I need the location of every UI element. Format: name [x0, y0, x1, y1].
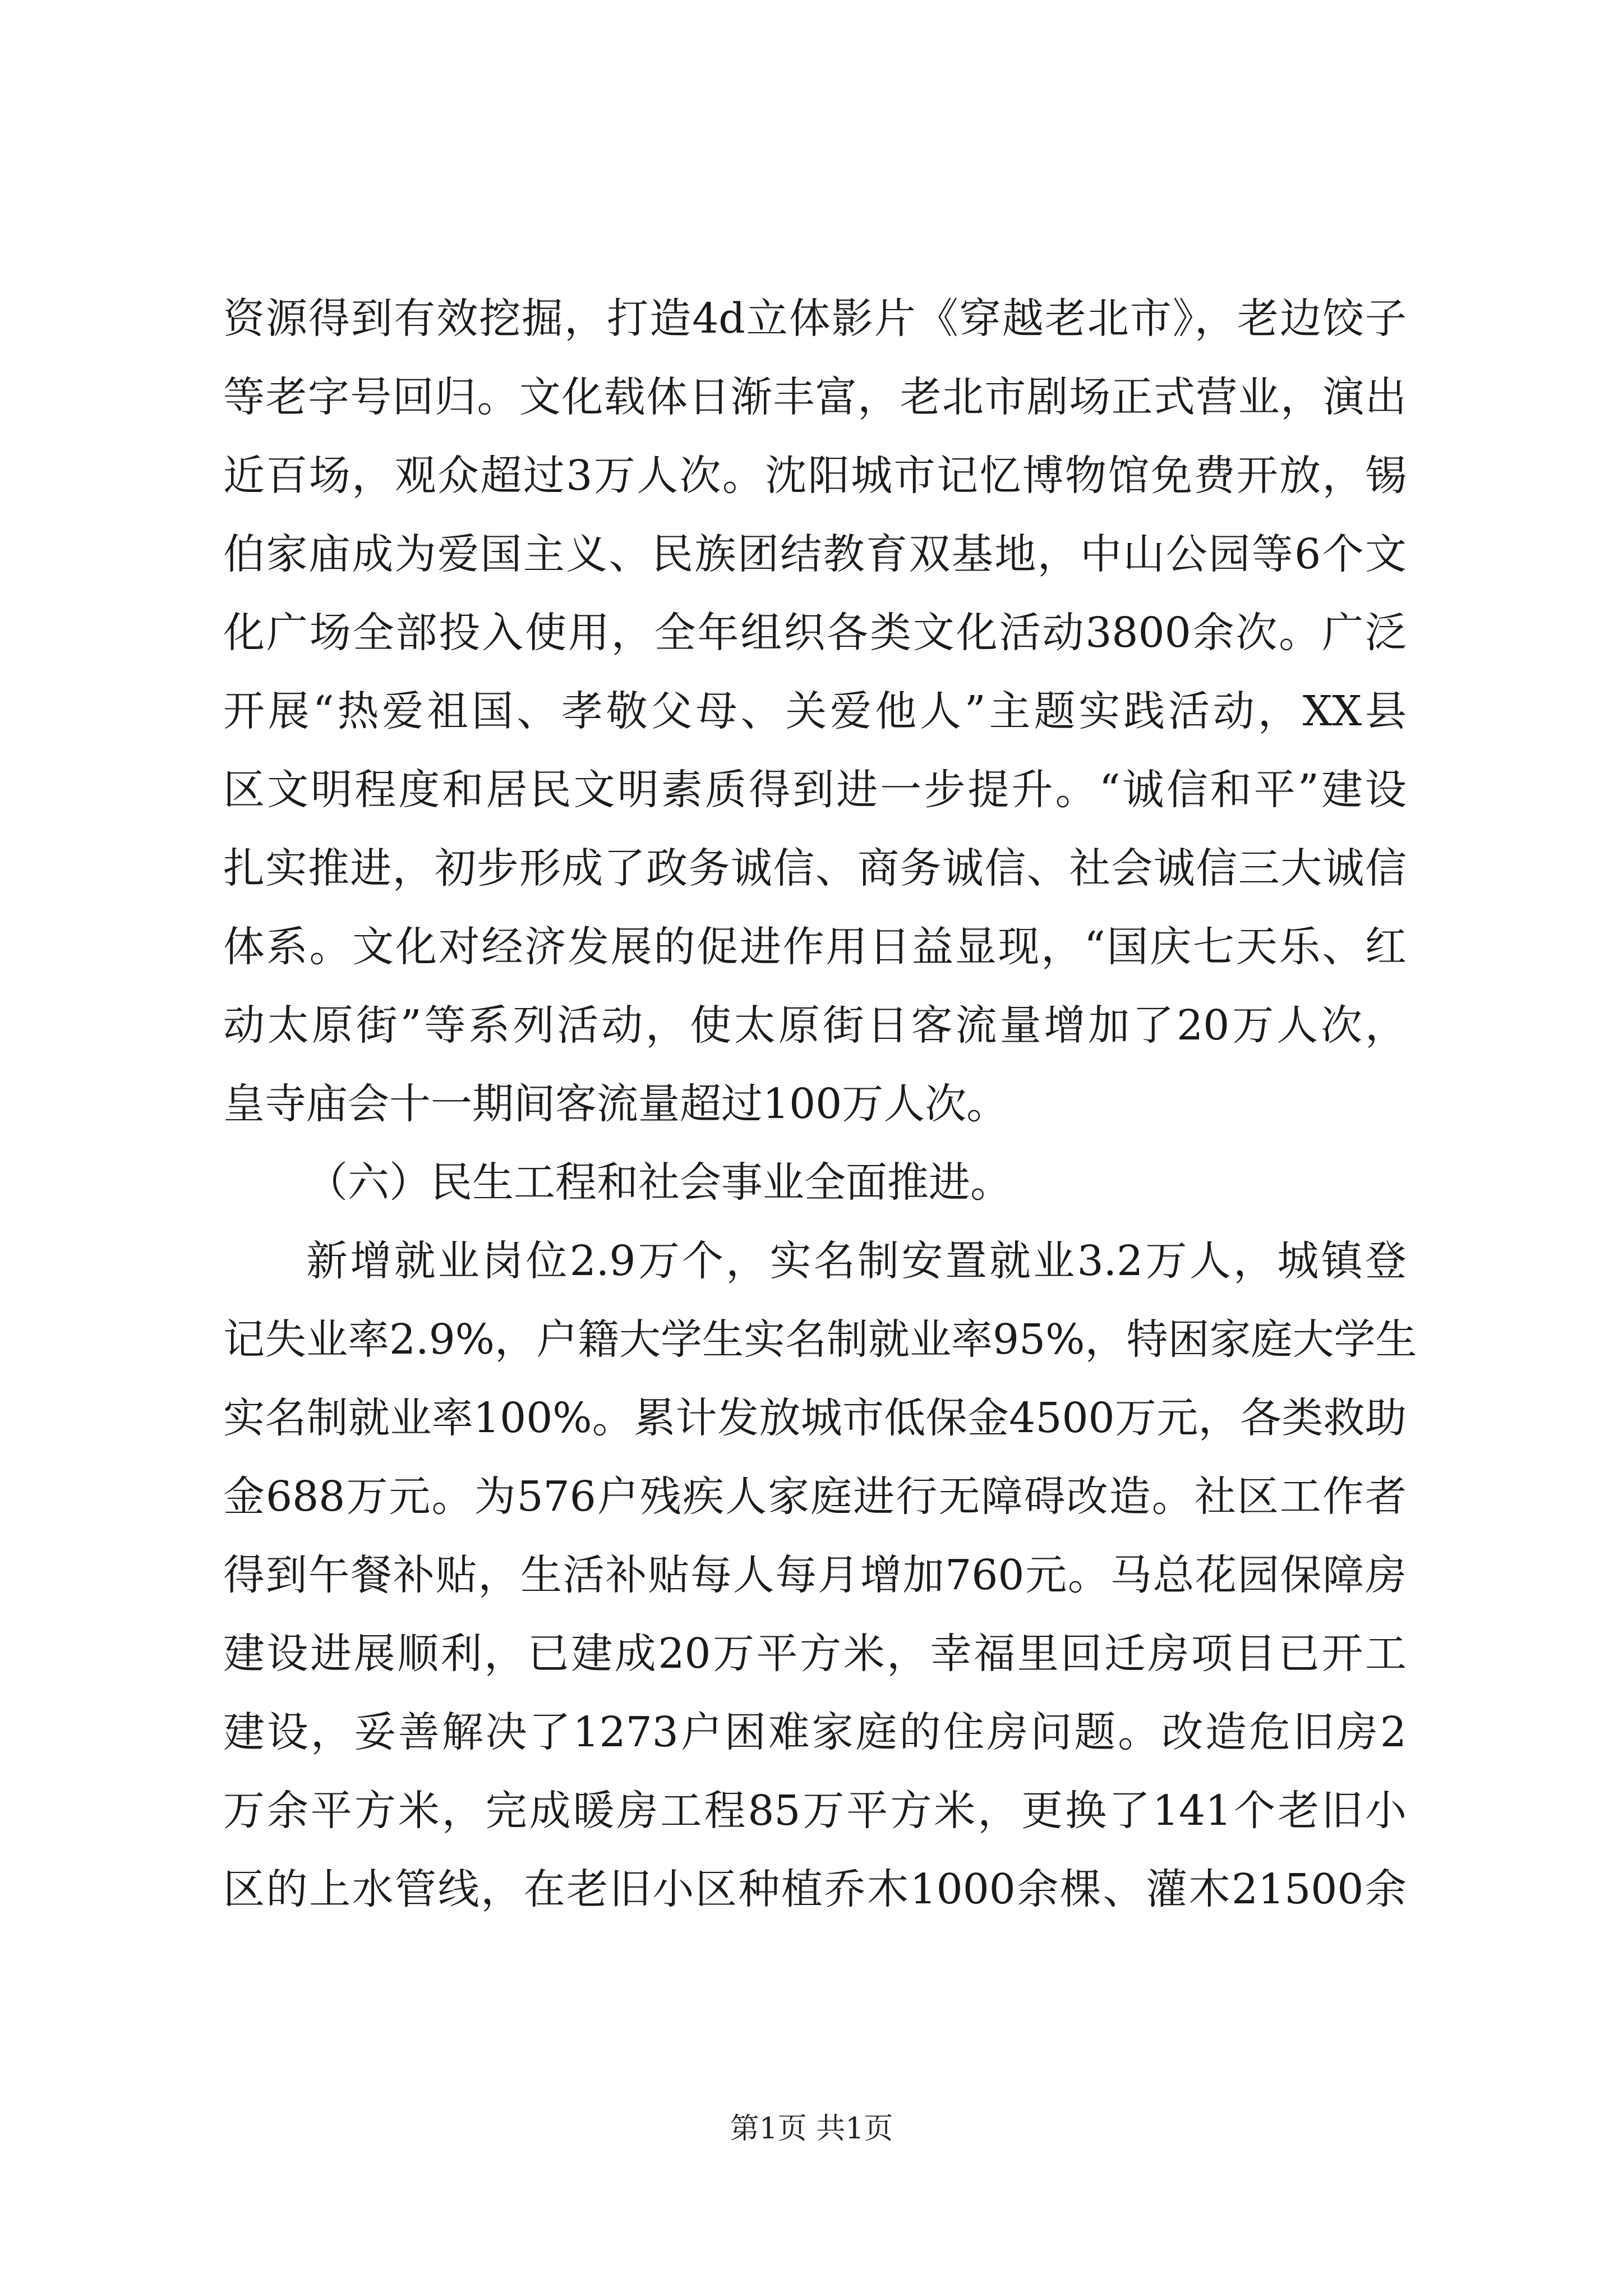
text-line: 建设进展顺利，已建成20万平方米，幸福里回迁房项目已开工	[223, 1630, 1407, 1678]
text-line: 记失业率2.9%，户籍大学生实名制就业率95%，特困家庭大学生	[223, 1315, 1417, 1364]
text-line: 新增就业岗位2.9万个，实名制安置就业3.2万人，城镇登	[306, 1237, 1407, 1285]
text-line: 得到午餐补贴，生活补贴每人每月增加760元。马总花园保障房	[223, 1551, 1407, 1599]
page-footer: 第1页 共1页	[730, 2112, 893, 2146]
text-line: 体系。文化对经济发展的促进作用日益显现，“国庆七天乐、红	[223, 923, 1407, 971]
text-line: 伯家庙成为爱国主义、民族团结教育双基地，中山公园等6个文	[223, 530, 1407, 578]
text-line: 皇寺庙会十一期间客流量超过100万人次。	[223, 1080, 1008, 1128]
text-line: 扎实推进，初步形成了政务诚信、商务诚信、社会诚信三大诚信	[223, 844, 1407, 892]
text-line: 动太原街”等系列活动，使太原街日客流量增加了20万人次，	[223, 1001, 1407, 1050]
text-line: 化广场全部投入使用，全年组织各类文化活动3800余次。广泛	[223, 609, 1407, 657]
section-heading: （六）民生工程和社会事业全面推进。	[306, 1158, 1012, 1207]
document-body	[223, 279, 1417, 1929]
text-line: 建设，妥善解决了1273户困难家庭的住房问题。改造危旧房2	[223, 1708, 1407, 1756]
text-line: 区文明程度和居民文明素质得到进一步提升。“诚信和平”建设	[223, 766, 1407, 814]
text-line: 资源得到有效挖掘，打造4d立体影片《穿越老北市》，老边饺子	[223, 295, 1407, 343]
text-line: 实名制就业率100%。累计发放城市低保金4500万元，各类救助	[223, 1394, 1407, 1442]
text-line: 万余平方米，完成暖房工程85万平方米，更换了141个老旧小	[223, 1787, 1407, 1835]
text-line: 金688万元。为576户残疾人家庭进行无障碍改造。社区工作者	[223, 1473, 1407, 1521]
text-line: 区的上水管线，在老旧小区种植乔木1000余棵、灌木21500余	[223, 1865, 1407, 1913]
text-line: 开展“热爱祖国、孝敬父母、关爱他人”主题实践活动，XX县	[223, 687, 1407, 735]
text-line: 等老字号回归。文化载体日渐丰富，老北市剧场正式营业，演出	[223, 373, 1407, 421]
text-line: 近百场，观众超过3万人次。沈阳城市记忆博物馆免费开放，锡	[223, 452, 1407, 500]
